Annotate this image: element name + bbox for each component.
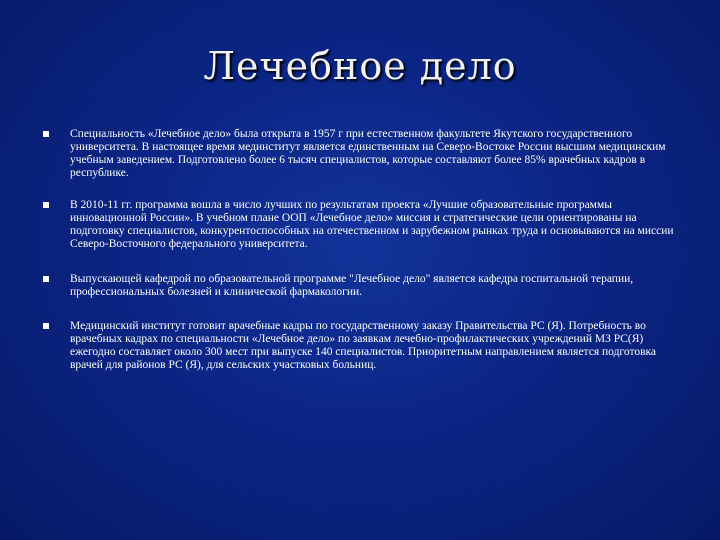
bullet-text: Выпускающей кафедрой по образовательной программе "Лечебное дело" является кафедра госпитальной терапии, профессиональных болезней и клинической фармакологии. (70, 273, 634, 298)
bullet-item (34, 128, 684, 180)
bullet-item (34, 320, 684, 372)
square-bullet-icon (43, 276, 49, 282)
bullet-item (34, 199, 684, 251)
square-bullet-icon (43, 131, 49, 137)
bullet-text: В 2010-11 гг. программа вошла в число лучших по результатам проекта «Лучшие образовательные программы инновационной России». В учебном плане ООП «Лечебное дело» миссия и стратегические цели ориентированы на подготовку специалистов, конкурентоспособных на отечественном и зарубежном рынках труда и основываются на миссии Северо-Восточного федерального университета. (70, 199, 674, 250)
square-bullet-icon (43, 202, 49, 208)
bullet-list (34, 128, 684, 391)
square-bullet-icon (43, 323, 49, 329)
bullet-text: Медицинский институт готовит врачебные кадры по государственному заказу Правительства РС (Я). Потребность во врачебных кадрах по специальности «Лечебное дело» по заявкам лечебно-профилактических учреждений МЗ РС(Я) ежегодно составляет около 300 мест при выпуске 140 специалистов. Приоритетным направлением является подготовка врачей для районов РС (Я), для сельских участковых больниц. (70, 320, 657, 371)
bullet-item (34, 273, 684, 299)
bullet-text: Специальность «Лечебное дело» была открыта в 1957 г при естественном факультете Якутского государственного университета. В настоящее время мединститут является единственным на Северо-Востоке России высшим медицинским учебным заведением. Подготовлено более 6 тысяч специалистов, которые составляют более 85% врачебных кадров в республике. (70, 128, 666, 179)
slide-title: Лечебное дело (203, 44, 517, 88)
